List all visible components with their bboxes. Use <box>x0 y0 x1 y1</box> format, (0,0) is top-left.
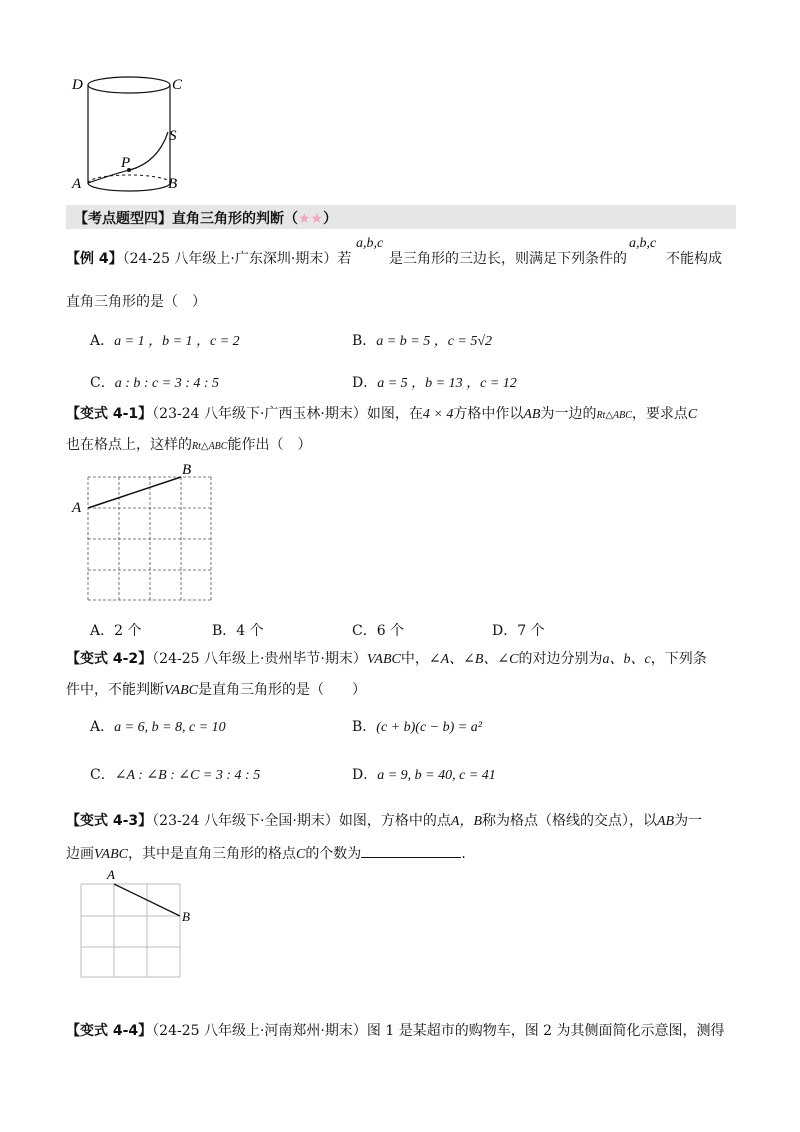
v42-option-c[interactable] <box>90 764 260 784</box>
label-P: P <box>121 155 131 171</box>
section-title-text: 【考点题型四】直角三角形的判断（ <box>74 211 298 227</box>
v42-t2: 的对边分别为 <box>518 651 603 667</box>
v42-t1: 中， <box>400 651 429 667</box>
v42-line2a: 件中，不能判断 <box>66 682 164 698</box>
v43-ab: AB <box>657 814 675 829</box>
v41-line2a: 也在格点上，这样的 <box>66 437 192 453</box>
option-letter: D． <box>352 375 378 391</box>
v41-rt2: Rt△ABC <box>192 441 228 452</box>
v43-label-B: B <box>182 909 190 924</box>
section-title-end: ） <box>323 211 338 227</box>
v41-option-d[interactable] <box>492 620 545 640</box>
v42-tri2: VABC <box>164 683 198 698</box>
v43-label-A: A <box>107 867 115 882</box>
option-text: a = 9, b = 40, c = 41 <box>377 768 496 783</box>
v41-ab: AB <box>523 407 541 422</box>
v43-t1: 称为格点（格线的交点），以 <box>482 813 657 829</box>
ex4-option-b[interactable] <box>352 330 492 350</box>
v41-source: （23-24 八年级下·广西玉林·期末）如图，在 <box>152 406 423 422</box>
option-text: 6 个 <box>376 623 405 639</box>
v43-points: A，B <box>450 814 482 829</box>
v43-tag: 【变式 4-3】 <box>66 813 153 829</box>
option-text: 4 个 <box>236 623 264 639</box>
option-letter: B． <box>352 719 377 735</box>
ex4-line1 <box>66 250 351 268</box>
v41-t1: 方格中作以 <box>453 406 524 422</box>
v41-option-b[interactable] <box>212 620 264 640</box>
v41-option-c[interactable] <box>352 620 404 640</box>
v43-tri: VABC <box>94 847 128 862</box>
v44-line1 <box>66 1022 725 1040</box>
ex4-end: 不能构成 <box>666 251 722 267</box>
label-B: B <box>168 176 178 192</box>
option-text: a = 5 ，b = 13 ，c = 12 <box>377 376 517 391</box>
v42-line2b: 是直角三角形的是（ ） <box>197 682 366 698</box>
option-text: ∠A : ∠B : ∠C = 3 : 4 : 5 <box>114 768 261 783</box>
v41-c: C <box>687 407 698 422</box>
v43-line1 <box>66 812 702 831</box>
v43-source: （23-24 八年级下·全国·期末）如图，方格中的点 <box>152 813 451 829</box>
v42-line1 <box>66 650 707 669</box>
option-letter: D． <box>492 623 518 639</box>
v41-label-A: A <box>72 500 82 516</box>
v41-label-B: B <box>182 462 192 478</box>
option-text: (c + b)(c − b) = a² <box>376 720 482 735</box>
v44-tag: 【变式 4-4】 <box>66 1023 153 1039</box>
option-letter: C． <box>90 375 115 391</box>
v43-line2c: 的个数为 <box>305 846 362 862</box>
v44-text: （24-25 八年级上·河南郑州·期末）图 1 是某超市的购物车，图 2 为其侧面简化示意图，测得 <box>152 1023 725 1039</box>
option-letter: A． <box>90 719 115 735</box>
ex4-option-a[interactable] <box>90 330 240 350</box>
option-text: a : b : c = 3 : 4 : 5 <box>114 376 220 391</box>
option-letter: B． <box>352 333 377 349</box>
option-text: 7 个 <box>517 623 545 639</box>
label-C: C <box>172 77 183 93</box>
option-text: a = 6, b = 8, c = 10 <box>114 720 226 735</box>
v42-tri: VABC <box>366 652 401 667</box>
v41-t2: 为一边的 <box>540 406 597 422</box>
option-letter: B． <box>212 623 237 639</box>
ex4-line2: 直角三角形的是（ ） <box>66 294 206 310</box>
v42-option-b[interactable] <box>352 716 482 736</box>
v41-option-a[interactable] <box>90 620 141 640</box>
option-letter: A． <box>90 333 115 349</box>
ex4-tag: 【例 4】 <box>66 251 123 267</box>
v41-grid-figure <box>66 460 216 605</box>
v42-sides: a、b、c <box>602 652 651 667</box>
v41-grid-size: 4 × 4 <box>422 407 454 422</box>
ex4-abc-2: a,b,c <box>629 236 657 251</box>
label-D: D <box>72 77 83 93</box>
v43-line2b: ，其中是直角三角形的格点 <box>127 846 296 862</box>
ex4-option-c[interactable] <box>90 372 219 392</box>
v41-tag: 【变式 4-1】 <box>66 406 153 422</box>
v42-line2 <box>66 681 366 700</box>
cylinder-figure <box>60 70 190 195</box>
v41-line1 <box>66 405 697 425</box>
label-A: A <box>72 176 82 192</box>
v42-angles: ∠A、∠B、∠C <box>428 652 519 667</box>
v43-t2: 为一 <box>674 813 703 829</box>
two-stars-icon: ★★ <box>298 211 324 227</box>
ex4-mid: 是三角形的三边长，则满足下列条件的 <box>389 251 627 267</box>
label-S: S <box>169 128 177 144</box>
ex4-source: （24-25 八年级上·广东深圳·期末）若 <box>122 251 352 267</box>
section-title <box>74 208 337 228</box>
v42-source: （24-25 八年级上·贵州毕节·期末） <box>152 651 367 667</box>
v42-t3: ，下列条 <box>650 651 707 667</box>
answer-blank[interactable] <box>361 843 461 858</box>
ex4-option-d[interactable] <box>352 372 517 392</box>
option-letter: C． <box>352 623 377 639</box>
v43-line2d: ． <box>461 846 476 862</box>
option-letter: C． <box>90 767 115 783</box>
v43-grid-figure <box>70 865 195 980</box>
option-letter: A． <box>90 623 115 639</box>
option-text: a = 1 ，b = 1 ，c = 2 <box>114 334 240 349</box>
v42-tag: 【变式 4-2】 <box>66 651 153 667</box>
option-text: a = b = 5 ，c = 5√2 <box>376 334 493 349</box>
v41-t3: ，要求点 <box>631 406 688 422</box>
v41-rt: Rt△ABC <box>596 410 632 421</box>
v42-option-d[interactable] <box>352 764 496 784</box>
v43-line2a: 边画 <box>66 846 94 862</box>
v43-c: C <box>295 847 306 862</box>
v42-option-a[interactable] <box>90 716 226 736</box>
v41-line2 <box>66 436 311 456</box>
option-text: 2 个 <box>114 623 142 639</box>
v43-line2 <box>66 843 475 864</box>
v41-line2b: 能作出（ ） <box>227 437 312 453</box>
ex4-abc-1: a,b,c <box>356 236 384 251</box>
option-letter: D． <box>352 767 378 783</box>
